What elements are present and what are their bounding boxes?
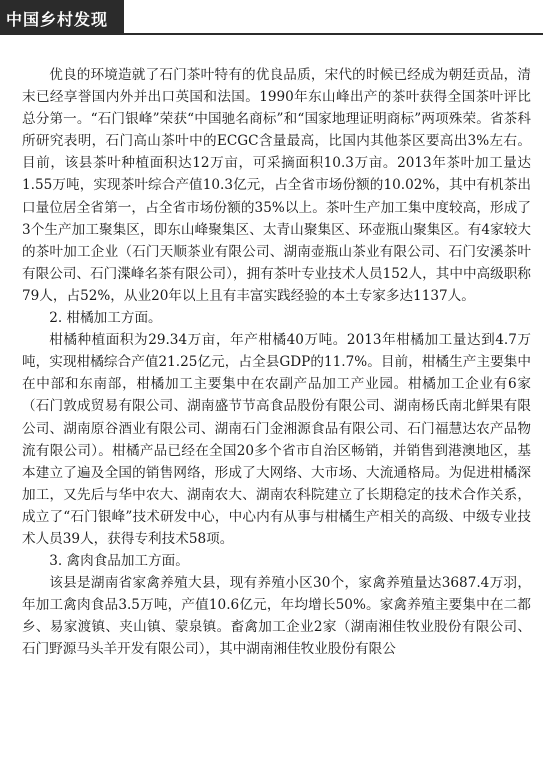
- subheading-poultry: 3. 禽肉食品加工方面。: [49, 553, 189, 570]
- subheading-citrus: 2. 柑橘加工方面。: [49, 310, 162, 327]
- section-title: 中国乡村发现: [6, 10, 109, 29]
- page-header: [0, 0, 543, 36]
- section-tab: [0, 0, 124, 34]
- paragraph-tea: 优良的环境造就了石门茶叶特有的优良品质，宋代的时候已经成为朝廷贡品，清末已经享誉国内外并出口英国和法国。1990年东山峰出产的茶叶获得全国茶叶评比总分第一。“石门银峰”荣获“中国驰名商标”和“国家地理证明商标”两项殊荣。省茶科所研究表明，石门高山茶叶中的ECGC含量最高，比国内其他茶区要高出3%左右。目前，该县茶叶种植面积达12万亩，可采摘面积10.3万亩。2013年茶叶加工量达1.55万吨，实现茶叶综合产值10.3亿元，占全省市场份额的10.02%，其中有机茶出口量位居全省第一，占全省市场份额的35%以上。茶叶生产加工集中度较高，形成了3个生产加工聚集区，即东山峰聚集区、太青山聚集区、环壶瓶山聚集区。有4家较大的茶叶加工企业（石门天顺茶业有限公司、湖南壶瓶山茶业有限公司、石门安溪茶叶有限公司、石门渫峰名茶有限公司），拥有茶叶专业技术人员152人，其中中高级职称79人，占52%，从业20年以上且有丰富实践经验的本土专家多达1137人。: [22, 67, 531, 304]
- paragraph-poultry: 该县是湖南省家禽养殖大县，现有养殖小区30个，家禽养殖量达3687.4万羽，年加工禽肉食品3.5万吨，产值10.6亿元，年均增长50%。家禽养殖主要集中在二都乡、易家渡镇、夹山镇、蒙泉镇。畜禽加工企业2家（湖南湘佳牧业股份有限公司、石门野源马头羊开发有限公司），其中湖南湘佳牧业股份有限公: [22, 575, 531, 658]
- paragraph-citrus: 柑橘种植面积为29.34万亩，年产柑橘40万吨。2013年柑橘加工量达到4.7万吨，实现柑橘综合产值21.25亿元，占全县GDP的11.7%。目前，柑橘生产主要集中在中部和东南部，柑橘加工主要集中在农副产品加工产业园。柑橘加工企业有6家（石门敦成贸易有限公司、湖南盛节节高食品股份有限公司、湖南杨氏南北鲜果有限公司、湖南原谷酒业有限公司、湖南石门金湘源食品有限公司、石门福慧达农产品物流有限公司）。柑橘产品已经在全国20多个省市自治区畅销，并销售到港澳地区，基本建立了遍及全国的销售网络，形成了大网络、大市场、大流通格局。为促进柑橘深加工，又先后与华中农大、湖南农大、湖南农科院建立了长期稳定的技术合作关系，成立了“石门银峰”技术研发中心，中心内有从事与柑橘生产相关的高级、中级专业技术人员39人，获得专利技术58项。: [22, 332, 531, 547]
- article-body: [22, 64, 531, 661]
- header-rule: [0, 33, 543, 35]
